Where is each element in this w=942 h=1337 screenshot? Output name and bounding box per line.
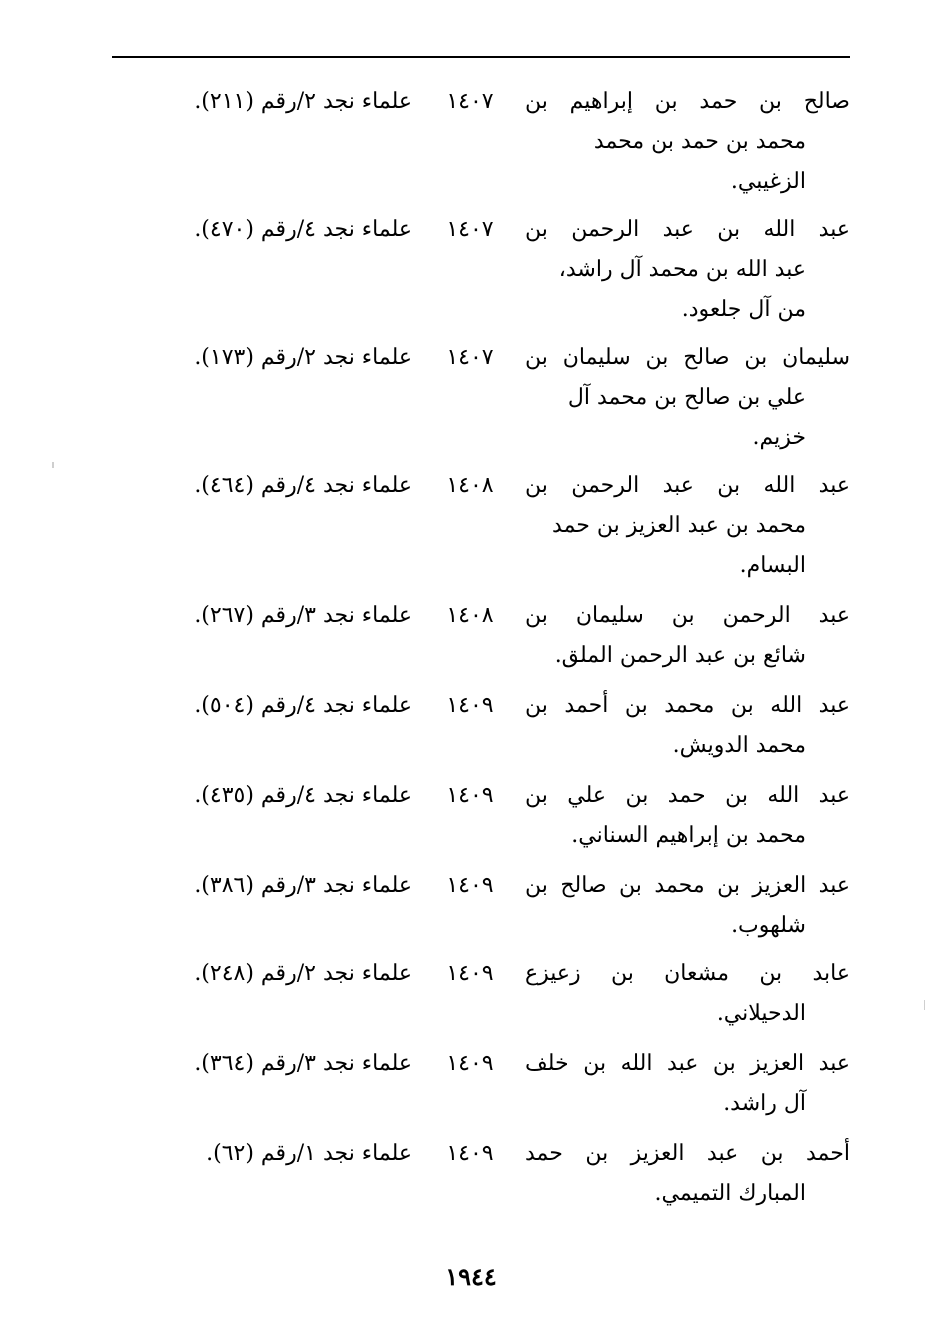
entry-name-line: خزيم. bbox=[752, 425, 806, 450]
page-number: ١٩٤٤ bbox=[445, 1262, 497, 1291]
entry-name-line: سليمان بن صالح بن سليمان بن bbox=[525, 345, 850, 370]
entry-name-line: عبد الله بن محمد بن أحمد بن bbox=[525, 693, 850, 718]
entry-name-line: عبد الله بن حمد بن علي بن bbox=[525, 783, 850, 808]
entry-reference: علماء نجد ٤/رقم (٤٧٠). bbox=[194, 217, 412, 242]
scan-speck bbox=[924, 1000, 925, 1010]
entry bbox=[0, 210, 942, 338]
entry-name-line: عبد الله بن عبد الرحمن بن bbox=[525, 473, 850, 498]
entry-name-line: محمد بن إبراهيم السناني. bbox=[571, 823, 806, 848]
entry-name bbox=[525, 686, 850, 766]
entry bbox=[0, 686, 942, 776]
entry-year: ١٤٠٨ bbox=[446, 603, 494, 628]
entry-name-line: شلهوب. bbox=[731, 913, 806, 938]
entry-name-line: صالح بن حمد بن إبراهيم بن bbox=[525, 89, 850, 114]
entry-year: ١٤٠٨ bbox=[446, 473, 494, 498]
entry-name bbox=[525, 338, 850, 458]
entry-reference: علماء نجد ٢/رقم (٢٤٨). bbox=[194, 961, 412, 986]
entry-reference: علماء نجد ٢/رقم (٢١١). bbox=[194, 89, 412, 114]
entry-reference: علماء نجد ٣/رقم (٣٦٤). bbox=[194, 1051, 412, 1076]
entry-name-line: عبد الله بن عبد الرحمن بن bbox=[525, 217, 850, 242]
entry-name-line: عبد الرحمن بن سليمان بن bbox=[525, 603, 850, 628]
entry-name bbox=[525, 866, 850, 946]
entry-name bbox=[525, 1044, 850, 1124]
entry-year: ١٤٠٧ bbox=[446, 89, 494, 114]
entry-name-line: البسام. bbox=[739, 553, 806, 578]
entry-name bbox=[525, 210, 850, 330]
entry-year: ١٤٠٧ bbox=[446, 217, 494, 242]
entry-name bbox=[525, 1134, 850, 1214]
entry-year: ١٤٠٩ bbox=[446, 1141, 494, 1166]
entry-reference: علماء نجد ٣/رقم (٢٦٧). bbox=[194, 603, 412, 628]
header-rule bbox=[112, 56, 850, 58]
entry-name-line: الزغيبي. bbox=[730, 169, 806, 194]
entry-name-line: شائع بن عبد الرحمن الملق. bbox=[554, 643, 806, 668]
entry-reference: علماء نجد ١/رقم (٦٢). bbox=[206, 1141, 412, 1166]
entry-year: ١٤٠٩ bbox=[446, 873, 494, 898]
entry bbox=[0, 1134, 942, 1224]
entry-name-line: أحمد بن عبد العزيز بن حمد bbox=[525, 1141, 850, 1166]
entry-name bbox=[525, 466, 850, 586]
entry bbox=[0, 866, 942, 954]
entry-name bbox=[525, 596, 850, 676]
entry-reference: علماء نجد ٤/رقم (٥٠٤). bbox=[194, 693, 412, 718]
entry-reference: علماء نجد ٤/رقم (٤٣٥). bbox=[194, 783, 412, 808]
entry-year: ١٤٠٩ bbox=[446, 693, 494, 718]
entry-name bbox=[525, 82, 850, 202]
entry-name-line: محمد الدويش. bbox=[672, 733, 806, 758]
entry-year: ١٤٠٩ bbox=[446, 961, 494, 986]
entry-name bbox=[525, 954, 850, 1034]
entry-name-line: الدحيلاني. bbox=[716, 1001, 806, 1026]
scan-speck bbox=[52, 462, 54, 468]
entry-name-line: عبد العزيز بن محمد بن صالح بن bbox=[525, 873, 850, 898]
entry-reference: علماء نجد ٢/رقم (١٧٣). bbox=[194, 345, 412, 370]
entry-name bbox=[525, 776, 850, 856]
entry bbox=[0, 338, 942, 466]
entry-name-line: آل راشد. bbox=[723, 1091, 806, 1116]
entry-name-line: من آل جلعود. bbox=[681, 297, 806, 322]
entry-reference: علماء نجد ٤/رقم (٤٦٤). bbox=[194, 473, 412, 498]
entry-name-line: محمد بن عبد العزيز بن حمد bbox=[552, 513, 806, 538]
entry-name-line: عبد العزيز بن عبد الله بن خلف bbox=[525, 1051, 850, 1076]
entry-year: ١٤٠٩ bbox=[446, 1051, 494, 1076]
entry-year: ١٤٠٧ bbox=[446, 345, 494, 370]
entry-name-line: عبد الله بن محمد آل راشد، bbox=[558, 257, 806, 282]
entry bbox=[0, 776, 942, 866]
entry-name-line: عابد بن مشعان بن زعيزع bbox=[525, 961, 850, 986]
entry-year: ١٤٠٩ bbox=[446, 783, 494, 808]
entry-name-line: محمد بن حمد بن محمد bbox=[593, 129, 806, 154]
entry bbox=[0, 954, 942, 1044]
entry bbox=[0, 596, 942, 686]
entry bbox=[0, 82, 942, 210]
entry-name-line: المبارك التميمي. bbox=[654, 1181, 806, 1206]
entry bbox=[0, 1044, 942, 1134]
entries-list bbox=[0, 82, 942, 1224]
entry-reference: علماء نجد ٣/رقم (٣٨٦). bbox=[194, 873, 412, 898]
entry-name-line: علي بن صالح بن محمد آل bbox=[567, 385, 806, 410]
entry bbox=[0, 466, 942, 596]
